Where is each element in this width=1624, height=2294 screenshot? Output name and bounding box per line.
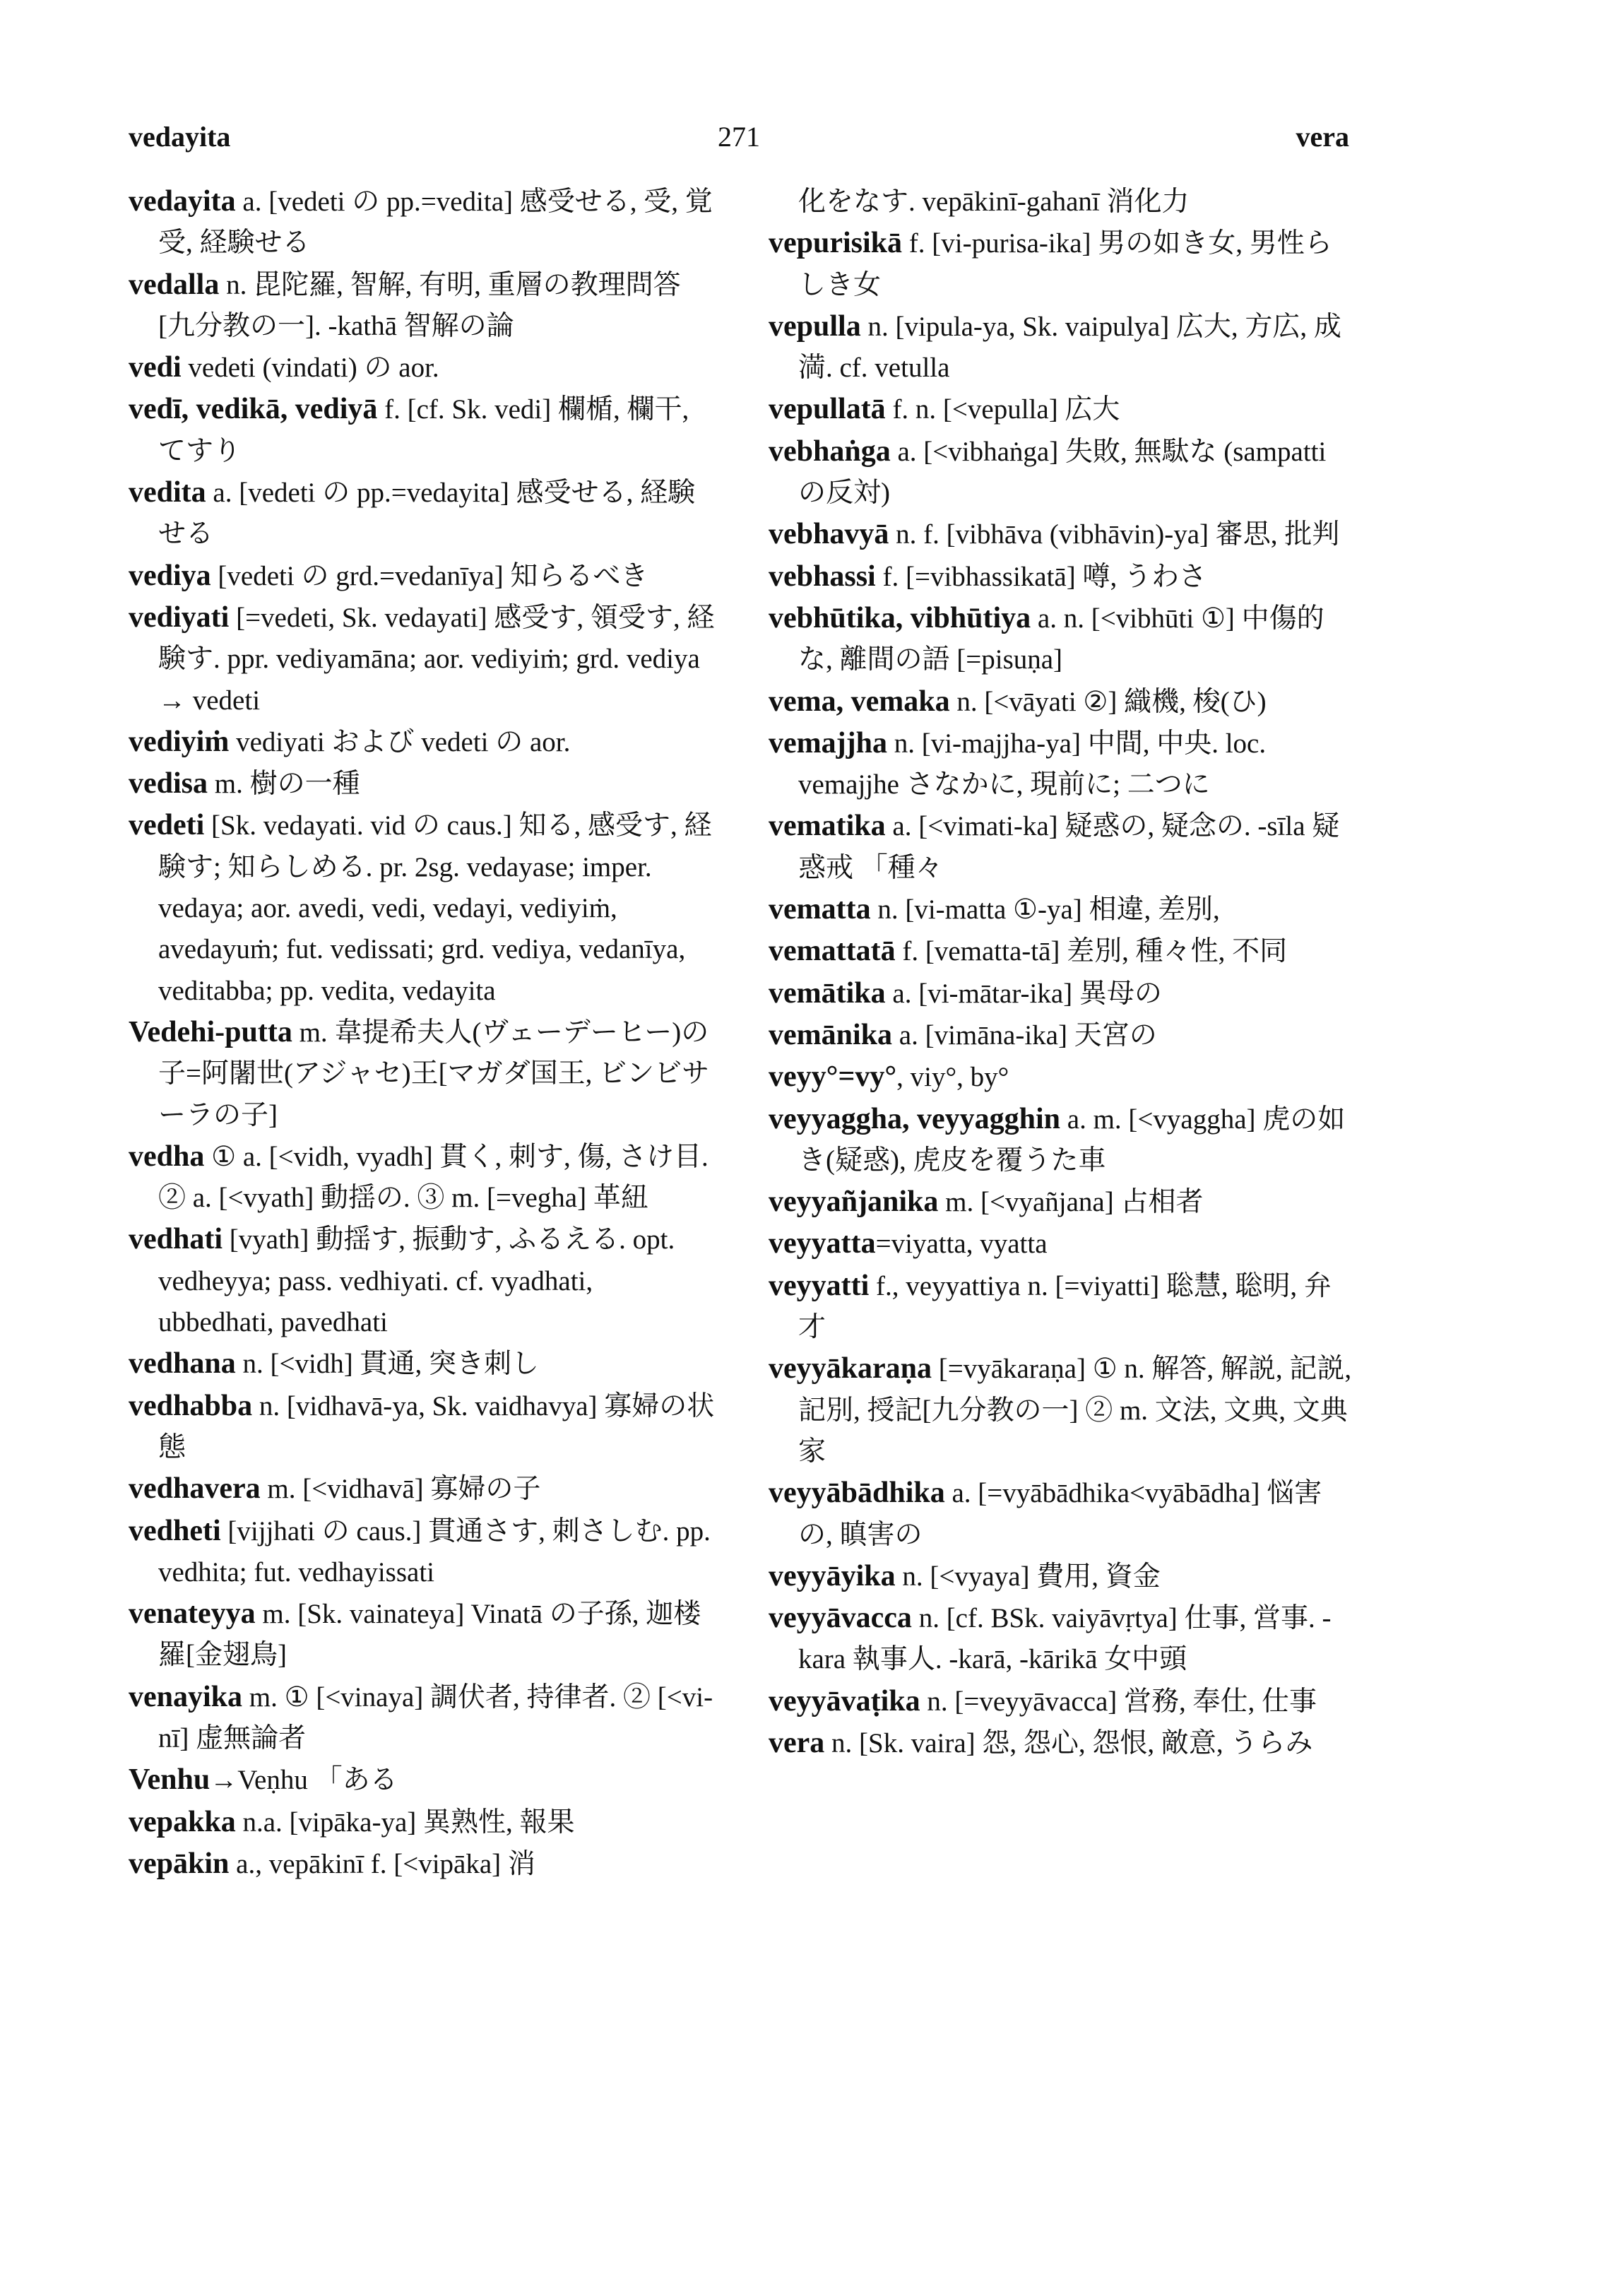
definition: m. [<vyañjana] 占相者 <box>938 1187 1204 1218</box>
dictionary-entry <box>129 1802 715 1843</box>
running-head <box>129 120 1349 162</box>
dictionary-entry <box>129 1219 715 1343</box>
headword: veyyāvacca <box>769 1602 912 1635</box>
definition: m. 樹の一種 <box>208 769 360 800</box>
headword: venayika <box>129 1680 243 1713</box>
headword: vera <box>769 1726 825 1759</box>
dictionary-entry <box>129 805 715 1011</box>
definition: a. [vi-mātar-ika] 異母の <box>885 978 1162 1009</box>
headword: vemajjha <box>769 726 887 759</box>
definition: n. [Sk. vaira] 怨, 怨心, 怨恨, 敵意, うらみ <box>824 1727 1313 1758</box>
definition: f., veyyattiya n. [=viyatti] 聡慧, 聡明, 弁才 <box>798 1270 1332 1343</box>
definition: 化をなす. vepākinī-gahanī 消化力 <box>798 187 1190 217</box>
headword: veyyatti <box>769 1269 870 1302</box>
definition: m. [Sk. vainateya] Vinatā の子孫, 迦楼羅[金翅鳥] <box>158 1599 701 1671</box>
definition: vedeti (vindati) の aor. <box>181 353 439 384</box>
dictionary-entry <box>129 721 715 763</box>
dictionary-entry <box>769 223 1355 306</box>
definition: a. [vimāna-ika] 天宮の <box>892 1019 1157 1051</box>
definition: f. n. [<vepulla] 広大 <box>885 394 1120 425</box>
dictionary-entry <box>769 306 1355 389</box>
definition: a. [<vimati-ka] 疑惑の, 疑念の. -sīla 疑惑戒 「種々 <box>798 811 1340 883</box>
definition: vediyati および vedeti の aor. <box>229 726 571 757</box>
headword: vepurisikā <box>769 227 903 260</box>
headword: vedalla <box>129 268 220 301</box>
dictionary-entry <box>129 389 715 472</box>
definition: n. 毘陀羅, 智解, 有明, 重層の教理問答[九分教の一]. -kathā 智解の論 <box>158 269 681 341</box>
headword: vedhabba <box>129 1389 253 1422</box>
definition: [vyath] 動揺す, 振動す, ふるえる. opt. vedheyya; pass. vedhiyati. cf. vyadhati, ubbedhati, pavedhati <box>158 1224 675 1338</box>
headword: vebhūtika, vibhūtiya <box>769 601 1031 634</box>
dictionary-entry <box>129 555 715 597</box>
headword: Vedehi-putta <box>129 1015 292 1048</box>
dictionary-entry <box>129 763 715 805</box>
headword: vedi <box>129 351 182 384</box>
definition: a. n. [<vibhūti ①] 中傷的な, 離間の語 [=pisuṇa] <box>798 603 1324 675</box>
dictionary-entry <box>769 973 1355 1015</box>
dictionary-entry <box>129 1510 715 1594</box>
dictionary-entry <box>129 264 715 348</box>
right-guide-word: vera <box>1296 121 1349 153</box>
definition: n. [<vyaya] 費用, 資金 <box>895 1561 1161 1592</box>
left-column <box>129 181 715 1885</box>
headword: veyyāvaṭika <box>769 1684 920 1717</box>
definition: n. [cf. BSk. vaiyāvṛtya] 仕事, 営事. -kara 執事人. -karā, -kārikā 女中頭 <box>798 1603 1332 1675</box>
definition: n. [<vidh] 貫通, 突き刺し <box>235 1349 540 1380</box>
dictionary-entry <box>129 1677 715 1760</box>
headword: vematika <box>769 810 886 843</box>
headword: Venhu <box>129 1763 211 1797</box>
dictionary-entry <box>129 1593 715 1677</box>
definition: , viy°, by° <box>896 1062 1009 1093</box>
dictionary-entry <box>769 1722 1355 1764</box>
headword: vedhati <box>129 1223 223 1256</box>
definition: f. [vi-purisa-ika] 男の如き女, 男性らしき女 <box>798 228 1332 300</box>
dictionary-entry <box>769 930 1355 972</box>
dictionary-entry <box>769 1223 1355 1265</box>
headword: veyyākaraṇa <box>769 1352 932 1385</box>
dictionary-entry <box>769 556 1355 598</box>
headword: vemātika <box>769 976 886 1010</box>
dictionary-entry <box>129 347 715 389</box>
headword: vemānika <box>769 1018 893 1051</box>
definition: f. [vematta-tā] 差別, 種々性, 不同 <box>895 936 1288 967</box>
dictionary-entry <box>769 1265 1355 1349</box>
dictionary-entry <box>769 1015 1355 1056</box>
definition: f. [=vibhassikatā] 噂, うわさ <box>875 561 1207 592</box>
headword: vedheti <box>129 1514 221 1547</box>
definition: n. [<vāyati ②] 織機, 梭(ひ) <box>949 686 1267 717</box>
headword: vematta <box>769 893 871 926</box>
headword: veyyābādhika <box>769 1477 945 1510</box>
dictionary-entry <box>769 889 1355 930</box>
headword: vedhana <box>129 1347 236 1380</box>
headword: veyyāyika <box>769 1559 896 1592</box>
dictionary-entry <box>769 181 1355 223</box>
headword: vepākin <box>129 1847 230 1880</box>
definition: [=vyākaraṇa] ① n. 解答, 解説, 記説, 記別, 授記[九分教の一] ② m. 文法, 文典, 文典家 <box>798 1354 1352 1467</box>
definition: m. 韋提希夫人(ヴェーデーヒー)の子=阿闍世(アジャセ)王[マガダ国王, ビンビサーラの子] <box>158 1017 710 1130</box>
dictionary-entry <box>129 1468 715 1510</box>
definition: n. [=veyyāvacca] 営務, 奉仕, 仕事 <box>920 1686 1317 1717</box>
definition: n. [vi-majjha-ya] 中間, 中央. loc. vemajjhe さなかに, 現前に; 二つに <box>798 728 1267 800</box>
dictionary-entry <box>129 597 715 721</box>
headword: vepulla <box>769 309 861 343</box>
dictionary-entry <box>129 1136 715 1219</box>
headword: vebhavyā <box>769 518 889 551</box>
definition: f. [cf. Sk. vedi] 欄楯, 欄干, てすり <box>158 394 689 466</box>
headword: vedha <box>129 1140 205 1173</box>
definition: n. [vi-matta ①-ya] 相違, 差別, <box>870 894 1220 926</box>
headword: vemattatā <box>769 935 896 968</box>
definition: a. [vedeti の pp.=vedayita] 感受せる, 経験せる <box>158 478 696 550</box>
right-column <box>769 181 1355 1764</box>
definition: a. [<vibhaṅga] 失敗, 無駄な (sampatti の反対) <box>798 436 1327 509</box>
definition: m. [<vidhavā] 寡婦の子 <box>260 1474 541 1505</box>
dictionary-entry <box>129 1385 715 1469</box>
definition: n. [vidhavā-ya, Sk. vaidhavya] 寡婦の状態 <box>158 1390 715 1462</box>
dictionary-entry <box>769 1348 1355 1472</box>
dictionary-entry <box>769 1681 1355 1722</box>
definition: [=vedeti, Sk. vedayati] 感受す, 領受す, 経験す. ppr. vediyamāna; aor. vediyiṁ; grd. vediya → vedeti <box>158 602 715 716</box>
headword: vedisa <box>129 767 208 800</box>
definition: n. f. [vibhāva (vibhāvin)-ya] 審思, 批判 <box>889 519 1340 550</box>
headword: veyy°=vy° <box>769 1060 897 1094</box>
definition: n.a. [vipāka-ya] 異熟性, 報果 <box>235 1807 575 1838</box>
dictionary-entry <box>769 723 1355 806</box>
definition: n. [vipula-ya, Sk. vaipulya] 広大, 方広, 成満. cf. vetulla <box>798 311 1341 384</box>
dictionary-entry <box>769 1181 1355 1223</box>
definition: [Sk. vedayati. vid の caus.] 知る, 感受す, 経験す; 知らしめる. pr. 2sg. vedayase; imper. vedaya; aor. avedi, vedi, vedayi, vediyiṁ, avedayuṁ; fut. vedissati; grd. vediya, vedanīya, veditabba; pp. vedita, vedayita <box>158 810 712 1006</box>
definition: a. [=vyābādhika<vyābādha] 悩害の, 瞋害の <box>798 1478 1322 1550</box>
dictionary-entry <box>129 1012 715 1136</box>
dictionary-entry <box>769 1597 1355 1681</box>
dictionary-entry <box>769 1056 1355 1098</box>
dictionary-entry <box>129 181 715 264</box>
dictionary-entry <box>769 1472 1355 1556</box>
dictionary-entry <box>769 1099 1355 1182</box>
headword: vedhavera <box>129 1472 261 1506</box>
definition: a. [vedeti の pp.=vedita] 感受せる, 受, 覚受, 経験せる <box>158 187 713 259</box>
headword: vedī, vedikā, vediyā <box>129 393 378 426</box>
definition: [vijjhati の caus.] 貫通さす, 刺さしむ. pp. vedhita; fut. vedhayissati <box>158 1515 711 1588</box>
definition: →Veṇhu 「ある <box>210 1765 398 1796</box>
headword: venateyya <box>129 1597 256 1631</box>
dictionary-entry <box>769 514 1355 555</box>
headword: vediya <box>129 559 211 592</box>
headword: vediyati <box>129 601 230 634</box>
dictionary-entry <box>769 805 1355 889</box>
dictionary-entry <box>129 1843 715 1885</box>
headword: vedayita <box>129 185 236 218</box>
headword: veyyaggha, veyyagghin <box>769 1102 1061 1135</box>
definition: [vedeti の grd.=vedanīya] 知らるべき <box>211 560 648 591</box>
definition: m. ① [<vinaya] 調伏者, 持律者. ② [<vi-nī] 虚無論者 <box>158 1681 713 1754</box>
dictionary-entry <box>769 389 1355 430</box>
headword: vedita <box>129 476 206 509</box>
dictionary-entry <box>769 598 1355 681</box>
dictionary-entry <box>769 431 1355 514</box>
headword: veyyatta <box>769 1227 876 1260</box>
definition: a., vepākinī f. [<vipāka] 消 <box>229 1848 535 1879</box>
headword: vepakka <box>129 1805 236 1838</box>
headword: vedeti <box>129 809 205 842</box>
headword: vepullatā <box>769 393 886 426</box>
dictionary-entry <box>129 1343 715 1385</box>
dictionary-entry <box>769 1556 1355 1597</box>
definition: ① a. [<vidh, vyadh] 貫く, 刺す, 傷, さけ目. ② a. [<vyath] 動揺の. ③ m. [=vegha] 革紐 <box>158 1141 709 1214</box>
headword: vema, vemaka <box>769 685 950 718</box>
dictionary-entry <box>129 1759 715 1801</box>
page-number: 271 <box>718 121 760 153</box>
definition: a. m. [<vyaggha] 虎の如き(疑惑), 虎皮を覆うた車 <box>798 1104 1346 1176</box>
headword: veyyañjanika <box>769 1186 939 1219</box>
left-guide-word: vedayita <box>129 121 231 153</box>
dictionary-entry <box>769 681 1355 723</box>
headword: vediyiṁ <box>129 725 230 758</box>
headword: vebhassi <box>769 560 876 593</box>
headword: vebhaṅga <box>769 434 891 468</box>
dictionary-entry <box>129 472 715 555</box>
definition: =viyatta, vyatta <box>875 1229 1048 1260</box>
